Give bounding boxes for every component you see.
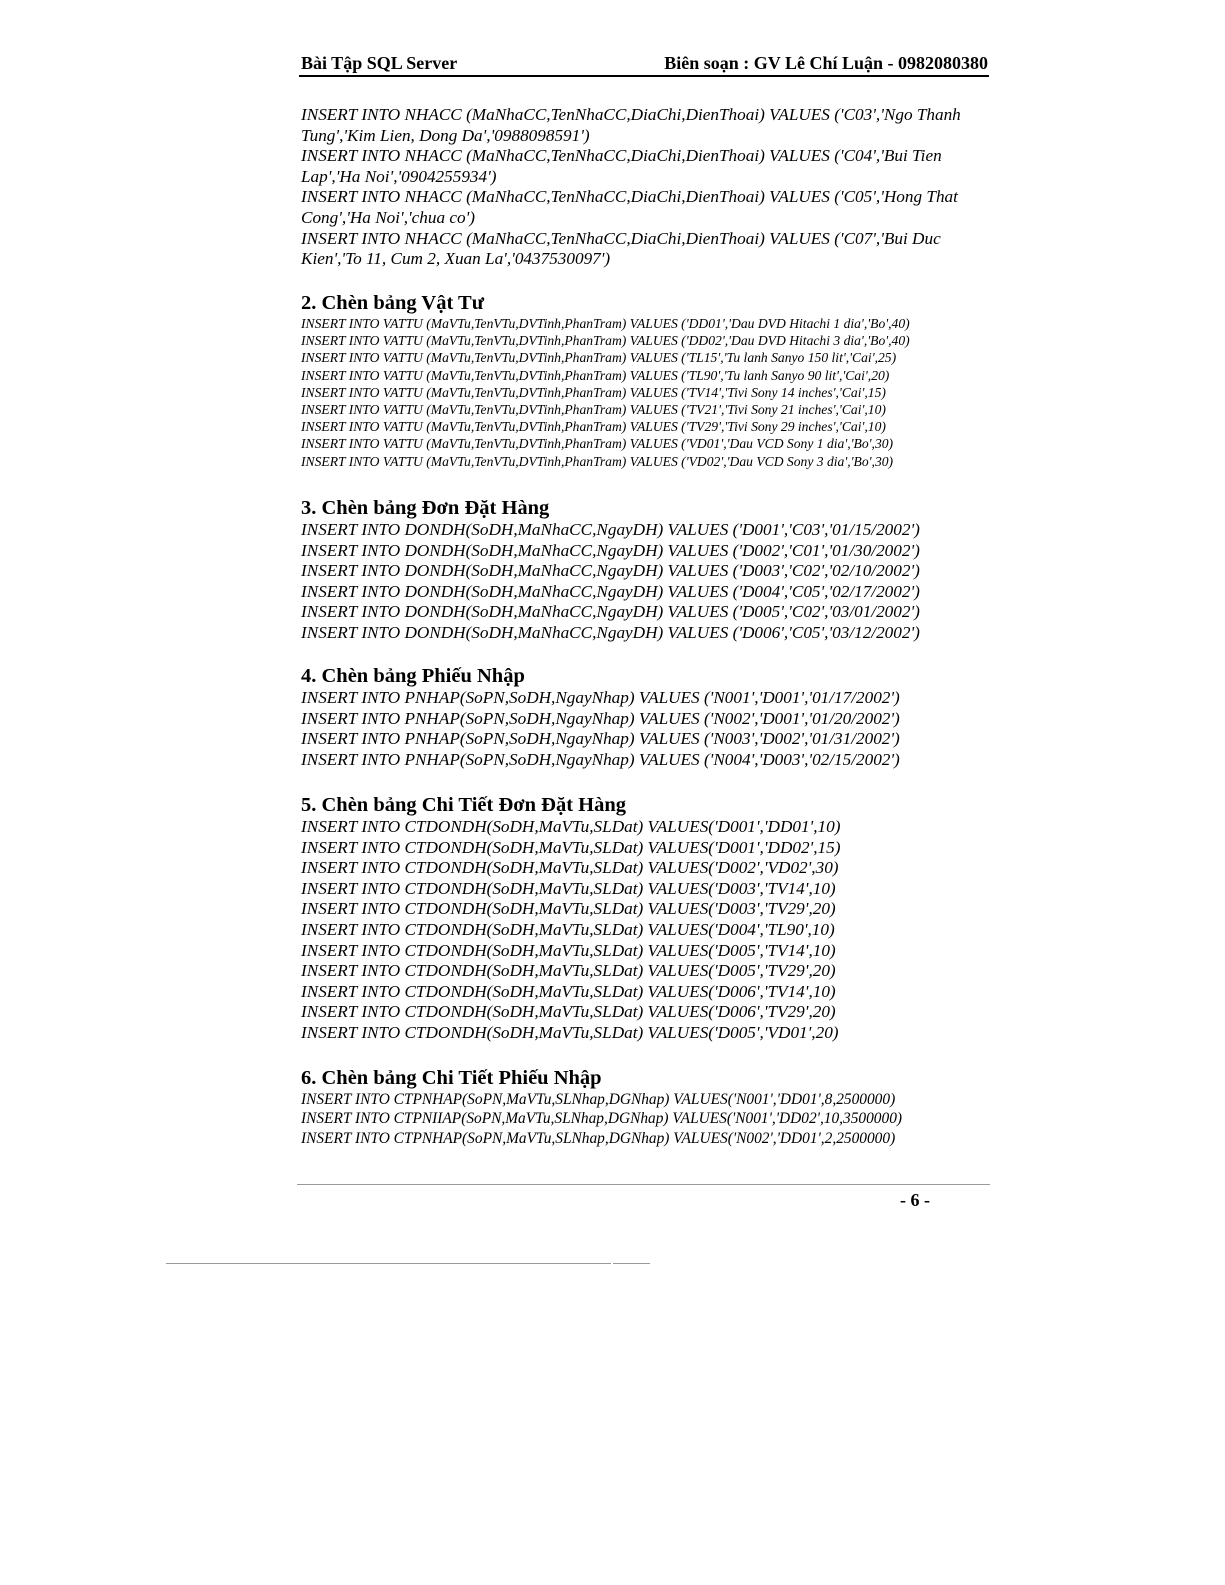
code-line: INSERT INTO VATTU (MaVTu,TenVTu,DVTinh,PhanTram) VALUES ('TV14','Tivi Sony 14 inches','Cai',15)	[301, 384, 886, 400]
code-lines	[301, 817, 1021, 1044]
page-break-rule-short	[613, 1263, 650, 1264]
code-line: INSERT INTO CTDONDH(SoDH,MaVTu,SLDat) VALUES('D003','TV14',10)	[301, 878, 836, 898]
page-header	[301, 53, 988, 74]
header-rule	[299, 75, 989, 77]
code-line: INSERT INTO CTPNHAP(SoPN,MaVTu,SLNhap,DGNhap) VALUES('N001','DD01',8,2500000)	[301, 1091, 896, 1108]
code-lines	[301, 688, 1021, 770]
section-chi-tiet-don-dat-hang	[301, 793, 1021, 1044]
section-phieu-nhap	[301, 664, 1021, 770]
header-title: Bài Tập SQL Server	[301, 53, 458, 73]
code-line: INSERT INTO CTDONDH(SoDH,MaVTu,SLDat) VALUES('D005','VD01',20)	[301, 1022, 839, 1042]
code-line: INSERT INTO DONDH(SoDH,MaNhaCC,NgayDH) VALUES ('D002','C01','01/30/2002')	[301, 540, 920, 560]
code-line: INSERT INTO VATTU (MaVTu,TenVTu,DVTinh,PhanTram) VALUES ('TV29','Tivi Sony 29 inches','Cai',10)	[301, 419, 886, 435]
intro-line: INSERT INTO NHACC (MaNhaCC,TenNhaCC,DiaChi,DienThoai) VALUES ('C04','Bui Tien Lap','Ha Noi','0904255934')	[301, 146, 942, 186]
code-line: INSERT INTO VATTU (MaVTu,TenVTu,DVTinh,PhanTram) VALUES ('DD01','Dau DVD Hitachi 1 dia','Bo',40)	[301, 316, 910, 331]
code-line: INSERT INTO CTPNHAP(SoPN,MaVTu,SLNhap,DGNhap) VALUES('N002','DD01',2,2500000)	[301, 1129, 896, 1147]
code-line: INSERT INTO VATTU (MaVTu,TenVTu,DVTinh,PhanTram) VALUES ('DD02','Dau DVD Hitachi 3 dia','Bo',40)	[301, 333, 910, 349]
code-lines	[301, 520, 1021, 644]
code-line: INSERT INTO PNHAP(SoPN,SoDH,NgayNhap) VALUES ('N002','D001','01/20/2002')	[301, 708, 900, 728]
code-line: INSERT INTO DONDH(SoDH,MaNhaCC,NgayDH) VALUES ('D001','C03','01/15/2002')	[301, 520, 920, 539]
code-line: INSERT INTO VATTU (MaVTu,TenVTu,DVTinh,PhanTram) VALUES ('VD02','Dau VCD Sony 3 dia','Bo',30)	[301, 453, 894, 469]
section-title: 6. Chèn bảng Chi Tiết Phiếu Nhập	[301, 1067, 602, 1089]
code-lines	[301, 1090, 1021, 1148]
section-title: 4. Chèn bảng Phiếu Nhập	[301, 665, 525, 687]
code-line: INSERT INTO CTDONDH(SoDH,MaVTu,SLDat) VALUES('D006','TV29',20)	[301, 1002, 836, 1022]
intro-line: INSERT INTO NHACC (MaNhaCC,TenNhaCC,DiaChi,DienThoai) VALUES ('C07','Bui Duc Kien','To 11, Cum 2, Xuan La','0437530097')	[301, 228, 941, 269]
section-title: 5. Chèn bảng Chi Tiết Đơn Đặt Hàng	[301, 794, 626, 816]
code-line: INSERT INTO DONDH(SoDH,MaNhaCC,NgayDH) VALUES ('D005','C02','03/01/2002')	[301, 602, 920, 622]
section-don-dat-hang	[301, 496, 1021, 644]
code-line: INSERT INTO DONDH(SoDH,MaNhaCC,NgayDH) VALUES ('D006','C05','03/12/2002')	[301, 622, 920, 642]
section-vat-tu	[301, 291, 1021, 470]
code-line: INSERT INTO CTDONDH(SoDH,MaVTu,SLDat) VALUES('D003','TV29',20)	[301, 899, 836, 919]
intro-line: INSERT INTO NHACC (MaNhaCC,TenNhaCC,DiaChi,DienThoai) VALUES ('C03','Ngo Thanh Tung','Kim Lien, Dong Da','0988098591')	[301, 105, 961, 145]
code-line: INSERT INTO VATTU (MaVTu,TenVTu,DVTinh,PhanTram) VALUES ('TL15','Tu lanh Sanyo 150 lit','Cai',25)	[301, 350, 897, 366]
section-chi-tiet-phieu-nhap	[301, 1066, 1021, 1148]
code-line: INSERT INTO VATTU (MaVTu,TenVTu,DVTinh,PhanTram) VALUES ('VD01','Dau VCD Sony 1 dia','Bo',30)	[301, 436, 894, 452]
intro-block	[301, 105, 991, 270]
code-line: INSERT INTO CTDONDH(SoDH,MaVTu,SLDat) VALUES('D006','TV14',10)	[301, 981, 836, 1001]
footer-rule	[297, 1184, 990, 1185]
code-lines	[301, 315, 1021, 470]
code-line: INSERT INTO VATTU (MaVTu,TenVTu,DVTinh,PhanTram) VALUES ('TV21','Tivi Sony 21 inches','Cai',10)	[301, 402, 886, 418]
code-line: INSERT INTO VATTU (MaVTu,TenVTu,DVTinh,PhanTram) VALUES ('TL90','Tu lanh Sanyo 90 lit','Cai',20)	[301, 367, 890, 383]
header-author: Biên soạn : GV Lê Chí Luận - 0982080380	[664, 53, 988, 73]
code-line: INSERT INTO CTDONDH(SoDH,MaVTu,SLDat) VALUES('D001','DD02',15)	[301, 837, 841, 857]
code-line: INSERT INTO DONDH(SoDH,MaNhaCC,NgayDH) VALUES ('D004','C05','02/17/2002')	[301, 581, 920, 601]
page-number: - 6 -	[900, 1190, 930, 1210]
code-line: INSERT INTO CTDONDH(SoDH,MaVTu,SLDat) VALUES('D004','TL90',10)	[301, 919, 835, 939]
intro-line: INSERT INTO NHACC (MaNhaCC,TenNhaCC,DiaChi,DienThoai) VALUES ('C05','Hong That Cong','Ha Noi','chua co')	[301, 187, 958, 227]
code-line: INSERT INTO CTDONDH(SoDH,MaVTu,SLDat) VALUES('D001','DD01',10)	[301, 817, 841, 836]
section-title: 3. Chèn bảng Đơn Đặt Hàng	[301, 497, 550, 519]
code-line: INSERT INTO PNHAP(SoPN,SoDH,NgayNhap) VALUES ('N003','D002','01/31/2002')	[301, 729, 900, 749]
code-line: INSERT INTO CTPNIIAP(SoPN,MaVTu,SLNhap,DGNhap) VALUES('N001','DD02',10,3500000)	[301, 1110, 903, 1128]
code-line: INSERT INTO CTDONDH(SoDH,MaVTu,SLDat) VALUES('D002','VD02',30)	[301, 858, 839, 878]
code-line: INSERT INTO DONDH(SoDH,MaNhaCC,NgayDH) VALUES ('D003','C02','02/10/2002')	[301, 561, 920, 581]
section-title: 2. Chèn bảng Vật Tư	[301, 292, 484, 314]
code-line: INSERT INTO PNHAP(SoPN,SoDH,NgayNhap) VALUES ('N001','D001','01/17/2002')	[301, 688, 900, 707]
code-line: INSERT INTO CTDONDH(SoDH,MaVTu,SLDat) VALUES('D005','TV14',10)	[301, 940, 836, 960]
page-break-rule	[166, 1263, 611, 1264]
code-line: INSERT INTO CTDONDH(SoDH,MaVTu,SLDat) VALUES('D005','TV29',20)	[301, 961, 836, 981]
code-line: INSERT INTO PNHAP(SoPN,SoDH,NgayNhap) VALUES ('N004','D003','02/15/2002')	[301, 749, 900, 769]
